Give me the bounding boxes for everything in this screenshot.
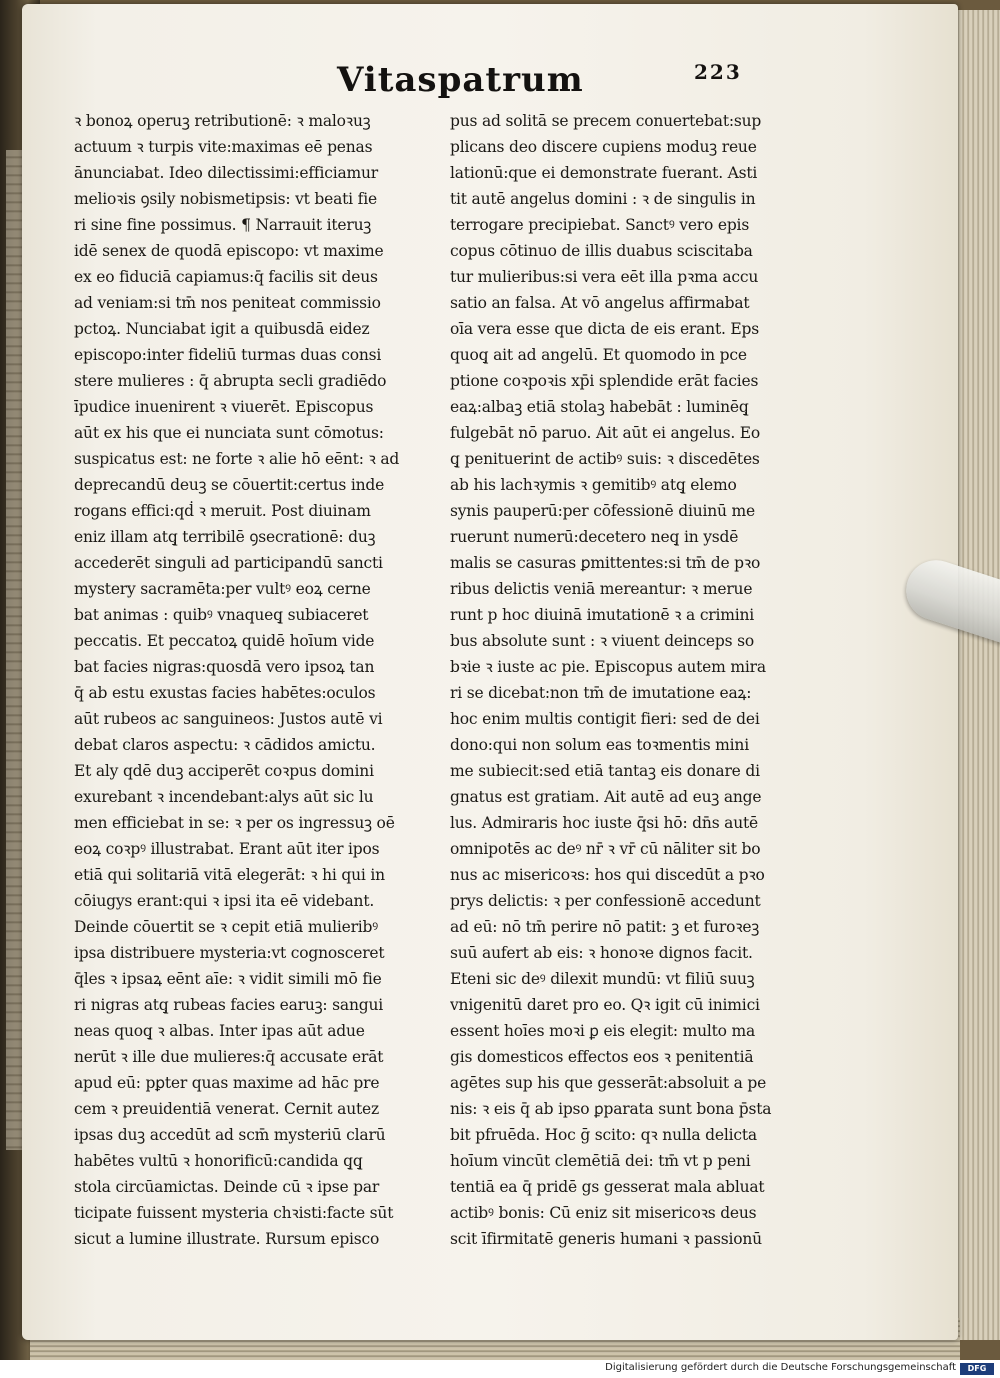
text-line: oīa vera esse que dicta de eis erant. Eps [450, 320, 760, 338]
text-line: gis domesticos effectos eos ꝛ penitentiā [450, 1048, 754, 1066]
text-line: pctoꝝ. Nunciabat igit a quibusdā eidez [74, 320, 370, 338]
text-line: idē senex de quodā episcopo: vt maxime [74, 242, 384, 260]
text-line: tentiā ea q̄ pridē gs gesserat mala abluat [450, 1178, 765, 1196]
left-text-column [74, 108, 434, 1252]
text-line: ticipate fuissent mysteria chꝛisti:facte sūt [74, 1204, 394, 1222]
text-line: habētes vultū ꝛ honorificū:candida q̧q̧ [74, 1152, 363, 1170]
text-line: fulgebāt nō paruo. Ait aūt ei angelus. Eo [450, 424, 761, 442]
text-line: gnatus est gratiam. Ait autē ad euꝫ ange [450, 788, 762, 806]
text-line: ri sine fine possimus. ¶ Narrauit iteruꝫ [74, 216, 372, 234]
text-line: runt p hoc diuinā imutationē ꝛ a crimini [450, 606, 755, 624]
text-line: malis se casuras ꝑmittentes:si tm̄ de pꝛo [450, 554, 761, 572]
text-line: mystery sacramēta:per vultꝰ eoꝝ cerne [74, 580, 371, 598]
text-line: ipsas duꝫ accedūt ad scm̄ mysteriū clarū [74, 1126, 386, 1144]
text-line: bit pfruēda. Hoc ḡ scito: qꝛ nulla delicta [450, 1126, 757, 1144]
text-line: sicut a lumine illustrate. Rursum episco [74, 1230, 380, 1248]
text-line: eoꝝ coꝛpꝰ illustrabat. Erant aūt iter ipos [74, 840, 380, 858]
text-line: ānunciabat. Ideo dilectissimi:efficiamur [74, 164, 378, 182]
text-line: plicans deo discere cupiens moduꝫ reue [450, 138, 757, 156]
text-line: ꝛ bonoꝝ operuꝫ retributionē: ꝛ maloꝛuꝫ [74, 112, 371, 130]
dfg-logo: DFG [960, 1363, 994, 1375]
folio-number: 223 [694, 60, 742, 84]
text-line: men efficiebat in se: ꝛ per os ingressuꝫ oē [74, 814, 395, 832]
text-line: ex eo fiduciā capiamus:q̄ facilis sit deus [74, 268, 378, 286]
text-line: dono:qui non solum eas toꝛmentis mini [450, 736, 749, 754]
text-line: peccatis. Et peccatoꝝ quidē hoīum vide [74, 632, 375, 650]
text-line: nis: ꝛ eis q̄ ab ipso ꝑparata sunt bona p̄sta [450, 1100, 772, 1118]
text-line: ipsa distribuere mysteria:vt cognosceret [74, 944, 385, 962]
text-line: stola circūamictas. Deinde cū ꝛ ipse par [74, 1178, 380, 1196]
text-line: vnigenitū daret pro eo. Qꝛ igit cū inimici [450, 996, 760, 1014]
right-text-column [450, 108, 810, 1252]
text-line: stere mulieres : q̄ abrupta secli gradiēdo [74, 372, 387, 390]
text-line: cem ꝛ preuidentiā venerat. Cernit autez [74, 1100, 379, 1118]
text-line: eniz illam atq̧ terribilē ꝯsecrationē: duꝫ [74, 528, 376, 546]
text-line: omnipotēs ac deꝰ nr̄ ꝛ vr̄ cū nāliter sit bo [450, 840, 761, 858]
text-line: lationū:que ei demonstrate fuerant. Asti [450, 164, 758, 182]
text-line: actuum ꝛ turpis vite:maximas eē penas [74, 138, 373, 156]
text-line: bat animas : quibꝰ vnaqueq̧ subiaceret [74, 606, 369, 624]
text-line: exurebant ꝛ incendebant:alys aūt sic lu [74, 788, 374, 806]
text-line: agētes sup his que gesserāt:absoluit a pe [450, 1074, 767, 1092]
text-line: episcopo:inter fideliū turmas duas consi [74, 346, 382, 364]
text-line: pus ad solitā se precem conuertebat:sup [450, 112, 762, 130]
text-line: Et aly qdē duꝫ acciperēt coꝛpus domini [74, 762, 374, 780]
text-line: Deinde cōuertit se ꝛ cepit etiā mulieribꝰ [74, 918, 379, 936]
footer-bar [0, 1360, 1000, 1378]
book-page [22, 4, 958, 1340]
text-line: deprecandū deuꝫ se cōuertit:certus inde [74, 476, 385, 494]
text-line: bꝛie ꝛ iuste ac pie. Episcopus autem mira [450, 658, 766, 676]
text-line: ad veniam:si tm̄ nos peniteat commissio [74, 294, 381, 312]
text-line: q̄les ꝛ ipsaꝝ eēnt aīe: ꝛ vidit simili mō fie [74, 970, 382, 988]
text-line: tit autē angelus domini : ꝛ de singulis in [450, 190, 756, 208]
text-line: ri nigras atq̧ rubeas facies earuꝫ: sangui [74, 996, 384, 1014]
text-line: melioꝛis ꝯsily nobismetipsis: vt beati fie [74, 190, 377, 208]
text-line: hoc enim multis contigit fieri: sed de dei [450, 710, 760, 728]
text-line: neas quoq̧ ꝛ albas. Inter ipas aūt adue [74, 1022, 365, 1040]
text-line: copus cōtinuo de illis duabus sciscitaba [450, 242, 753, 260]
text-line: nus ac misericoꝛs: hos qui discedūt a pꝛo [450, 866, 765, 884]
text-line: accederēt singuli ad participandū sancti [74, 554, 383, 572]
text-line: synis pauperū:per cōfessionē diuinū me [450, 502, 756, 520]
text-line: bus absolute sunt : ꝛ viuent deinceps so [450, 632, 754, 650]
text-line: q̄ ab estu exustas facies habētes:oculos [74, 684, 376, 702]
running-title: Vitaspatrum [337, 60, 584, 100]
text-line: tur mulieribus:si vera eēt illa pꝛma accu [450, 268, 759, 286]
text-line: ruerunt numerū:decetero neq̧ in ysdē [450, 528, 739, 546]
text-line: quoq̧ ait ad angelū. Et quomodo in pce [450, 346, 747, 364]
text-line: ri se dicebat:non tm̄ de imutatione eaꝝ: [450, 684, 752, 702]
text-line: q̧ penituerint de actibꝰ suis: ꝛ discedētes [450, 450, 760, 468]
funding-credit: Digitalisierung gefördert durch die Deutsche Forschungsgemeinschaft [605, 1362, 956, 1373]
text-line: terrogare precipiebat. Sanctꝰ vero epis [450, 216, 750, 234]
text-line: rogans effici:qḋ ꝛ meruit. Post diuinam [74, 502, 371, 520]
text-line: eaꝝ:albaꝫ etiā stolaꝫ habebāt : luminēq̧ [450, 398, 749, 416]
text-line: Eteni sic deꝰ dilexit mundū: vt filiū suuꝫ [450, 970, 755, 988]
text-line: hoīum vincūt clemētiā dei: tm̄ vt p peni [450, 1152, 751, 1170]
text-line: suspicatus est: ne forte ꝛ alie hō eēnt: ꝛ ad [74, 450, 400, 468]
text-line: ptione coꝛpoꝛis xp̄i splendide erāt facies [450, 372, 759, 390]
text-line: scit īfirmitatē generis humani ꝛ passionū [450, 1230, 762, 1248]
text-line: bat facies nigras:quosdā vero ipsoꝝ tan [74, 658, 375, 676]
text-line: satio an falsa. At vō angelus affirmabat [450, 294, 750, 312]
text-line: nerūt ꝛ ille due mulieres:q̄ accusate erāt [74, 1048, 384, 1066]
text-line: lus. Admiraris hoc iuste q̄si hō: dn̄s autē [450, 814, 758, 832]
text-line: etiā qui solitariā vitā elegerāt: ꝛ hi qui in [74, 866, 385, 884]
text-line: īpudice inuenirent ꝛ viuerēt. Episcopus [74, 398, 374, 416]
text-line: aūt ex his que ei nunciata sunt cōmotus: [74, 424, 384, 442]
text-line: me subiecit:sed etiā tantaꝫ eis donare di [450, 762, 760, 780]
text-line: suū aufert ab eis: ꝛ honoꝛe dignos facit. [450, 944, 753, 962]
text-line: essent hoīes moꝛi ꝑ eis elegit: multo ma [450, 1022, 756, 1040]
text-line: ribus delictis veniā mereantur: ꝛ merue [450, 580, 753, 598]
text-line: prys delictis: ꝛ per confessionē accedunt [450, 892, 761, 910]
text-line: ab his lachꝛymis ꝛ gemitibꝰ atq̧ elemo [450, 476, 737, 494]
text-line: aūt rubeos ac sanguineos: Justos autē vi [74, 710, 383, 728]
text-line: apud eū: pꝑter quas maxime ad hāc pre [74, 1074, 380, 1092]
text-line: ad eū: nō tm̄ perire nō patit: ꝫ et furoꝛeꝫ [450, 918, 760, 936]
text-line: actibꝰ bonis: Cū eniz sit misericoꝛs deus [450, 1204, 757, 1222]
text-line: cōiugys erant:qui ꝛ ipsi ita eē videbant. [74, 892, 375, 910]
text-line: debat claros aspectu: ꝛ cādidos amictu. [74, 736, 376, 754]
